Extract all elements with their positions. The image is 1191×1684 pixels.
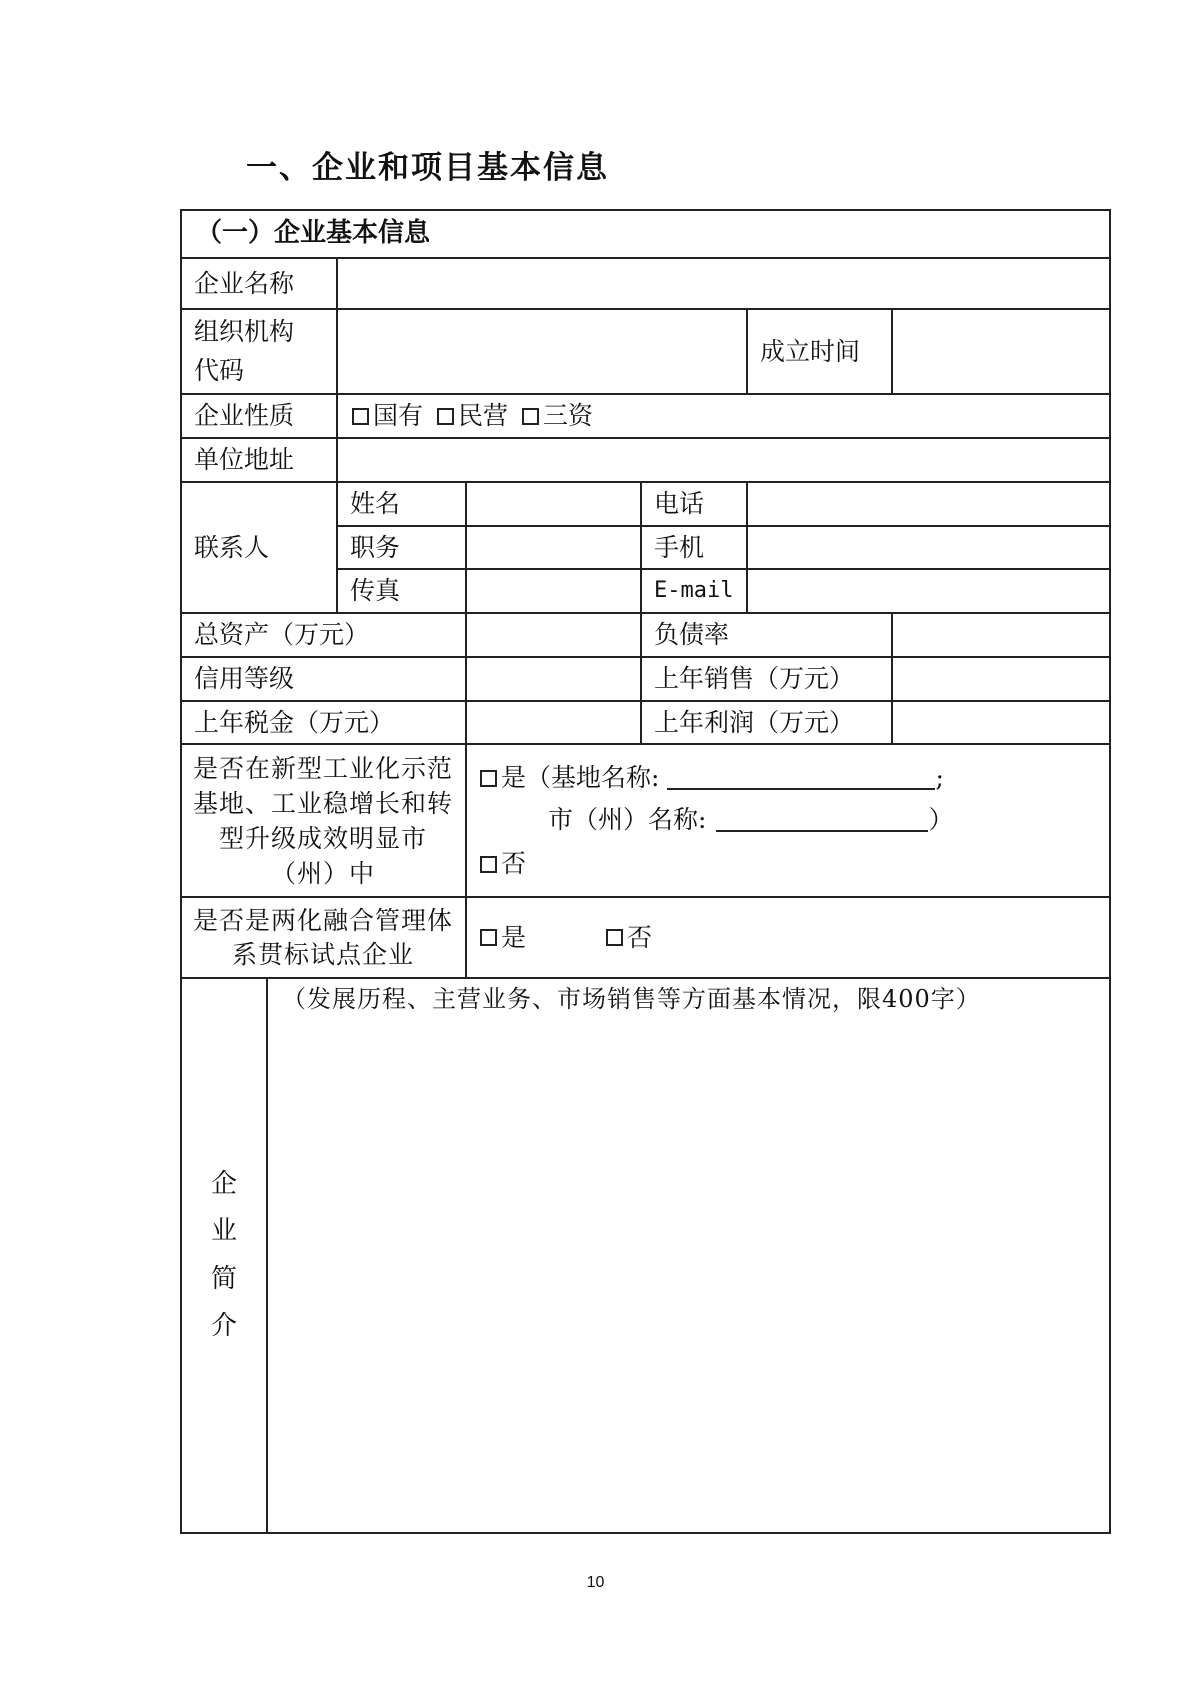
- phone-field[interactable]: [748, 483, 1109, 525]
- intro-hint: （发展历程、主营业务、市场销售等方面基本情况，限400字）: [282, 985, 981, 1013]
- page-heading: 一、企业和项目基本信息: [246, 150, 609, 186]
- mobile-field[interactable]: [748, 527, 1109, 568]
- intro-label: 企 业 简 介: [210, 1169, 237, 1341]
- section-title: （一）企业基本信息: [196, 218, 431, 249]
- org-code-label: 组织机构代码: [194, 316, 295, 385]
- two-integration-answer: [480, 898, 1080, 977]
- fax-label: 传真: [350, 576, 401, 605]
- last-tax-label: 上年税金（万元）: [194, 707, 395, 737]
- nature-options: [338, 395, 1109, 437]
- checkbox-icon[interactable]: [480, 856, 497, 873]
- last-profit-field[interactable]: [893, 702, 1109, 743]
- intro-field[interactable]: [268, 979, 1109, 1532]
- demo-base-yes-row: 是（基地名称: ;: [480, 760, 1100, 796]
- two-integration-question: 是否是两化融合管理体系贯标试点企业: [192, 905, 453, 969]
- demo-base-city-row: 市（州）名称: ）: [548, 805, 954, 834]
- base-name-input[interactable]: [667, 766, 935, 790]
- credit-level-field[interactable]: [467, 658, 640, 700]
- nature-option-private[interactable]: 民营: [437, 401, 508, 431]
- debt-ratio-field[interactable]: [893, 614, 1109, 656]
- address-label: 单位地址: [194, 445, 295, 474]
- page-number: 10: [586, 1574, 605, 1591]
- fax-field[interactable]: [467, 570, 640, 612]
- last-tax-field[interactable]: [467, 702, 640, 743]
- contact-label: 联系人: [194, 532, 270, 562]
- checkbox-icon[interactable]: [480, 770, 497, 787]
- total-assets-label: 总资产（万元）: [194, 620, 370, 649]
- company-name-field[interactable]: [338, 259, 1109, 308]
- checkbox-icon: [437, 408, 454, 425]
- checkbox-icon: [480, 929, 497, 946]
- nature-label: 企业性质: [194, 401, 295, 430]
- contact-name-field[interactable]: [467, 483, 640, 525]
- contact-name-label: 姓名: [350, 489, 401, 518]
- nature-option-foreign[interactable]: 三资: [522, 401, 593, 431]
- two-integration-no[interactable]: 否: [606, 923, 652, 953]
- established-field[interactable]: [893, 310, 1109, 393]
- demo-base-no-row: 否: [480, 846, 780, 882]
- email-label: E-mail: [654, 577, 734, 603]
- checkbox-icon: [522, 408, 539, 425]
- company-name-label: 企业名称: [194, 268, 295, 298]
- nature-option-state[interactable]: 国有: [352, 401, 423, 431]
- last-sales-field[interactable]: [893, 658, 1109, 700]
- city-name-input[interactable]: [716, 808, 928, 832]
- last-profit-label: 上年利润（万元）: [654, 707, 855, 737]
- checkbox-icon: [606, 929, 623, 946]
- two-integration-yes[interactable]: 是: [480, 923, 526, 953]
- last-sales-label: 上年销售（万元）: [654, 664, 855, 693]
- debt-ratio-label: 负债率: [654, 620, 730, 649]
- address-field[interactable]: [338, 439, 1109, 481]
- demo-base-question: 是否在新型工业化示范基地、工业稳增长和转型升级成效明显市（州）中: [192, 753, 453, 888]
- total-assets-field[interactable]: [467, 614, 640, 656]
- email-field[interactable]: [748, 570, 1109, 612]
- checkbox-icon: [352, 408, 369, 425]
- credit-level-label: 信用等级: [194, 664, 295, 693]
- phone-label: 电话: [654, 489, 705, 518]
- contact-title-field[interactable]: [467, 527, 640, 568]
- contact-title-label: 职务: [350, 532, 401, 562]
- org-code-field[interactable]: [338, 310, 746, 393]
- established-label: 成立时间: [760, 336, 861, 366]
- mobile-label: 手机: [654, 532, 705, 562]
